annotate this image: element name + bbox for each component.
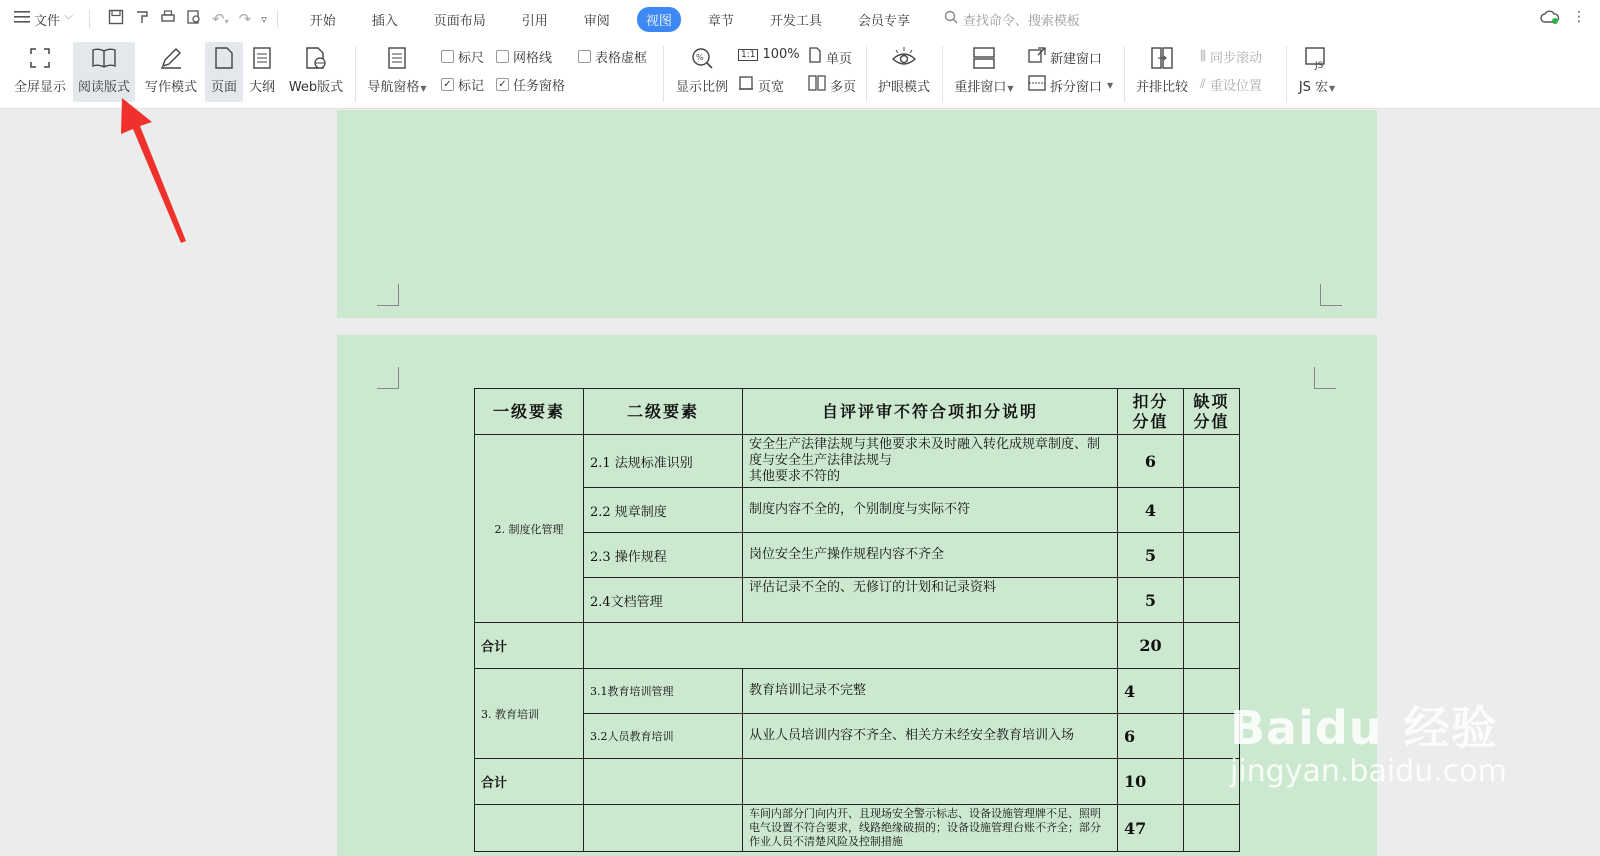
outline-button[interactable]	[245, 44, 279, 95]
sub-element: 2.1 法规标准识别	[584, 435, 743, 488]
score: 4	[1118, 488, 1184, 533]
table-row	[475, 578, 1240, 623]
caret-down-icon: ▼	[1329, 84, 1336, 93]
multi-page-label: 多页	[830, 79, 857, 95]
file-menu[interactable]	[14, 10, 73, 29]
missing-score	[1184, 805, 1240, 852]
eye-protect-label: 护眼模式	[877, 80, 930, 95]
customize-toolbar-icon[interactable]: ▿	[261, 12, 267, 26]
js-macro-icon	[1303, 44, 1331, 72]
missing-score	[1184, 623, 1240, 669]
total-row	[475, 759, 1240, 805]
missing-score	[1184, 435, 1240, 488]
page-view-button[interactable]	[205, 42, 243, 102]
fullscreen-label: 全屏显示	[13, 80, 66, 95]
tab-review[interactable]: 审阅	[583, 13, 610, 29]
tab-page-layout[interactable]: 页面布局	[433, 13, 486, 29]
ruler-checkbox[interactable]	[441, 47, 484, 66]
zoom-100-label: 100%	[762, 47, 800, 62]
checkbox-checked-icon: ✓	[441, 78, 454, 91]
page-width-label: 页宽	[758, 79, 785, 95]
gridlines-checkbox[interactable]	[496, 47, 552, 66]
task-pane-label: 任务窗格	[513, 79, 566, 94]
sub-element: 2.3 操作规程	[584, 533, 743, 578]
page-corner-mark	[377, 284, 399, 306]
single-page-label: 单页	[826, 51, 853, 67]
caret-down-icon: ▼	[1007, 84, 1014, 93]
web-icon	[302, 44, 330, 72]
split-window-label: 拆分窗口	[1050, 79, 1103, 95]
zoom-button[interactable]	[670, 44, 734, 95]
book-icon	[90, 44, 118, 72]
zoom-icon	[688, 44, 716, 72]
score: 5	[1118, 578, 1184, 623]
score: 6	[1118, 435, 1184, 488]
col-header-missing	[1184, 389, 1240, 435]
zoom-label: 显示比例	[675, 80, 728, 95]
watermark	[1230, 690, 1507, 789]
zoom-100-button[interactable]	[738, 47, 800, 62]
watermark-brand-cn: 经验	[1403, 701, 1498, 755]
description: 岗位安全生产操作规程内容不齐全	[743, 533, 1118, 578]
nav-pane-icon	[383, 44, 411, 72]
redo-icon[interactable]: ↷	[238, 10, 252, 28]
col-header-deduction-line1: 扣分	[1132, 391, 1169, 411]
total-score: 10	[1118, 759, 1184, 805]
tab-chapter[interactable]: 章节	[707, 13, 734, 29]
ruler-label: 标尺	[458, 51, 485, 66]
rearrange-window-button[interactable]	[948, 44, 1020, 95]
table-row	[475, 714, 1240, 759]
watermark-url: jingyan.baidu.com	[1230, 754, 1507, 789]
col-header-deduction-line2: 分值	[1132, 411, 1169, 431]
js-macro-button[interactable]	[1292, 44, 1342, 95]
writing-mode-label: 写作模式	[144, 80, 197, 95]
page-corner-mark	[1320, 284, 1342, 306]
marks-checkbox[interactable]	[441, 75, 484, 94]
divider	[1124, 46, 1125, 102]
nav-pane-label: 导航窗格	[367, 80, 420, 95]
eye-icon	[890, 44, 918, 72]
sync-scroll-icon: ⫼	[1200, 49, 1206, 64]
new-window-label: 新建窗口	[1050, 51, 1103, 67]
table-borders-label: 表格虚框	[595, 51, 648, 66]
checkbox-icon	[578, 50, 591, 63]
new-window-button[interactable]	[1028, 47, 1102, 67]
group-name: 3. 教育培训	[475, 669, 584, 759]
side-by-side-label: 并排比较	[1135, 80, 1188, 95]
col-header-missing-line1: 缺项	[1193, 391, 1230, 411]
col-header-description: 自评评审不符合项扣分说明	[743, 389, 1118, 435]
total-score: 20	[1118, 623, 1184, 669]
single-page-button[interactable]	[808, 47, 852, 67]
page-icon	[210, 44, 238, 72]
col-header-level2: 二级要素	[584, 389, 743, 435]
tab-developer[interactable]: 开发工具	[769, 13, 822, 29]
empty-cell	[475, 805, 584, 852]
print-preview-icon[interactable]	[186, 9, 202, 29]
divider	[89, 10, 90, 28]
tab-view[interactable]: 视图	[637, 7, 681, 32]
reset-position-button[interactable]	[1200, 75, 1262, 94]
empty-cell	[584, 805, 743, 852]
col-header-level1: 一级要素	[475, 389, 584, 435]
split-window-button[interactable]	[1028, 75, 1113, 95]
divider	[942, 46, 943, 102]
outline-label: 大纲	[248, 80, 275, 95]
caret-down-icon: ▼	[420, 84, 427, 93]
sub-element: 3.2人员教育培训	[584, 714, 743, 759]
print-icon[interactable]	[160, 9, 176, 29]
description: 制度内容不全的，个别制度与实际不符	[743, 488, 1118, 533]
tab-member[interactable]: 会员专享	[857, 13, 910, 29]
web-layout-label: Web版式	[288, 80, 344, 95]
multi-page-button[interactable]	[808, 75, 856, 95]
format-painter-icon[interactable]	[134, 9, 150, 29]
table-row	[475, 435, 1240, 488]
total-row	[475, 623, 1240, 669]
sync-scroll-button[interactable]	[1200, 47, 1262, 66]
web-layout-button[interactable]	[284, 44, 348, 95]
rearrange-label: 重排窗口	[954, 80, 1007, 95]
reading-mode-label: 阅读版式	[77, 80, 130, 95]
save-icon[interactable]	[108, 9, 124, 29]
rearrange-icon	[970, 44, 998, 72]
writing-mode-button[interactable]	[141, 44, 201, 95]
hamburger-icon	[14, 11, 30, 27]
score: 6	[1118, 714, 1184, 759]
sub-element: 3.1教育培训管理	[584, 669, 743, 714]
reset-position-icon: ⫽	[1200, 77, 1206, 92]
nav-pane-button[interactable]	[362, 44, 432, 95]
description: 教育培训记录不完整	[743, 669, 1118, 714]
side-by-side-icon	[1148, 44, 1176, 72]
search-icon	[944, 10, 958, 28]
page-view-label: 页面	[210, 80, 237, 95]
one-to-one-icon: 1:1	[738, 49, 758, 61]
watermark-brand: Baidu	[1230, 701, 1383, 755]
evaluation-table	[474, 388, 1240, 852]
missing-score	[1184, 533, 1240, 578]
description	[743, 435, 1118, 488]
reset-position-label: 重设位置	[1209, 79, 1262, 94]
missing-score	[1184, 488, 1240, 533]
svg-text:JS: JS	[1315, 61, 1324, 70]
table-borders-checkbox[interactable]	[578, 47, 647, 66]
description: 评估记录不全的、无修订的计划和记录资料	[743, 578, 1118, 623]
undo-icon[interactable]: ↶▾	[212, 10, 229, 28]
page-corner-mark	[377, 367, 399, 389]
checkbox-icon	[441, 50, 454, 63]
file-menu-label: 文件	[34, 13, 61, 29]
js-macro-label: JS 宏	[1298, 80, 1329, 95]
ribbon-toolbar	[0, 38, 1600, 109]
outline-icon	[248, 44, 276, 72]
more-icon[interactable]: ⋮	[1572, 9, 1586, 25]
chevron-down-icon: ﹀	[64, 15, 74, 26]
marks-label: 标记	[458, 79, 485, 94]
task-pane-checkbox[interactable]	[496, 75, 565, 94]
pen-icon	[157, 44, 185, 72]
description: 从业人员培训内容不齐全、相关方未经安全教育培训入场	[743, 714, 1118, 759]
empty-cell	[743, 759, 1118, 805]
side-by-side-button[interactable]	[1130, 44, 1194, 95]
multi-page-icon	[808, 75, 826, 95]
split-window-icon	[1028, 75, 1046, 95]
reading-mode-button[interactable]	[73, 42, 135, 102]
table-header-row	[475, 389, 1240, 435]
empty-cell	[584, 623, 1118, 669]
fullscreen-icon	[26, 44, 54, 72]
score: 47	[1118, 805, 1184, 852]
tab-insert[interactable]: 插入	[371, 13, 398, 29]
divider	[355, 46, 356, 102]
cloud-sync-icon[interactable]	[1540, 9, 1560, 29]
gridlines-label: 网格线	[513, 51, 553, 66]
page-width-button[interactable]	[738, 75, 784, 95]
sync-scroll-label: 同步滚动	[1209, 51, 1262, 66]
table-row	[475, 669, 1240, 714]
arrow-shape	[121, 98, 186, 243]
description-text: 安全生产法律法规与其他要求未及时融入转化成规章制度、制度与安全生产法律法规与 其他要求不符的	[749, 437, 1101, 484]
document-page-1	[337, 110, 1377, 318]
fullscreen-button[interactable]	[10, 44, 70, 95]
score: 4	[1118, 669, 1184, 714]
divider	[663, 46, 664, 102]
caret-down-icon: ▼	[1107, 80, 1114, 90]
description: 车间内部分门向内开、且现场安全警示标志、设备设施管理牌不足、照明电气设置不符合要求，线路绝缘破损的；设备设施管理台账不齐全；部分作业人员不清楚风险及控制措施	[743, 805, 1118, 852]
menu-bar	[0, 0, 1600, 38]
total-label: 合计	[475, 759, 584, 805]
sub-element: 2.4文档管理	[584, 578, 743, 623]
tab-references[interactable]: 引用	[521, 13, 548, 29]
ribbon-tabs	[292, 7, 928, 32]
new-window-icon	[1028, 47, 1046, 67]
score: 5	[1118, 533, 1184, 578]
col-header-missing-line2: 分值	[1193, 411, 1230, 431]
table-row	[475, 805, 1240, 852]
search-placeholder: 查找命令、搜索模板	[962, 13, 1080, 29]
missing-score	[1184, 578, 1240, 623]
col-header-deduction	[1118, 389, 1184, 435]
eye-protect-button[interactable]	[872, 44, 936, 95]
divider	[1286, 46, 1287, 102]
group-name: 2. 制度化管理	[475, 435, 584, 623]
page-corner-mark	[1314, 367, 1336, 389]
table-row	[475, 533, 1240, 578]
total-label: 合计	[475, 623, 584, 669]
page-width-icon	[738, 75, 754, 95]
divider	[277, 10, 278, 28]
svg-text:%: %	[696, 53, 704, 62]
table-row	[475, 488, 1240, 533]
command-search[interactable]	[944, 10, 1080, 29]
tab-home[interactable]: 开始	[309, 13, 336, 29]
divider	[866, 46, 867, 102]
sub-element: 2.2 规章制度	[584, 488, 743, 533]
empty-cell	[584, 759, 743, 805]
single-page-icon	[808, 47, 822, 67]
checkbox-icon	[496, 50, 509, 63]
checkbox-checked-icon: ✓	[496, 78, 509, 91]
